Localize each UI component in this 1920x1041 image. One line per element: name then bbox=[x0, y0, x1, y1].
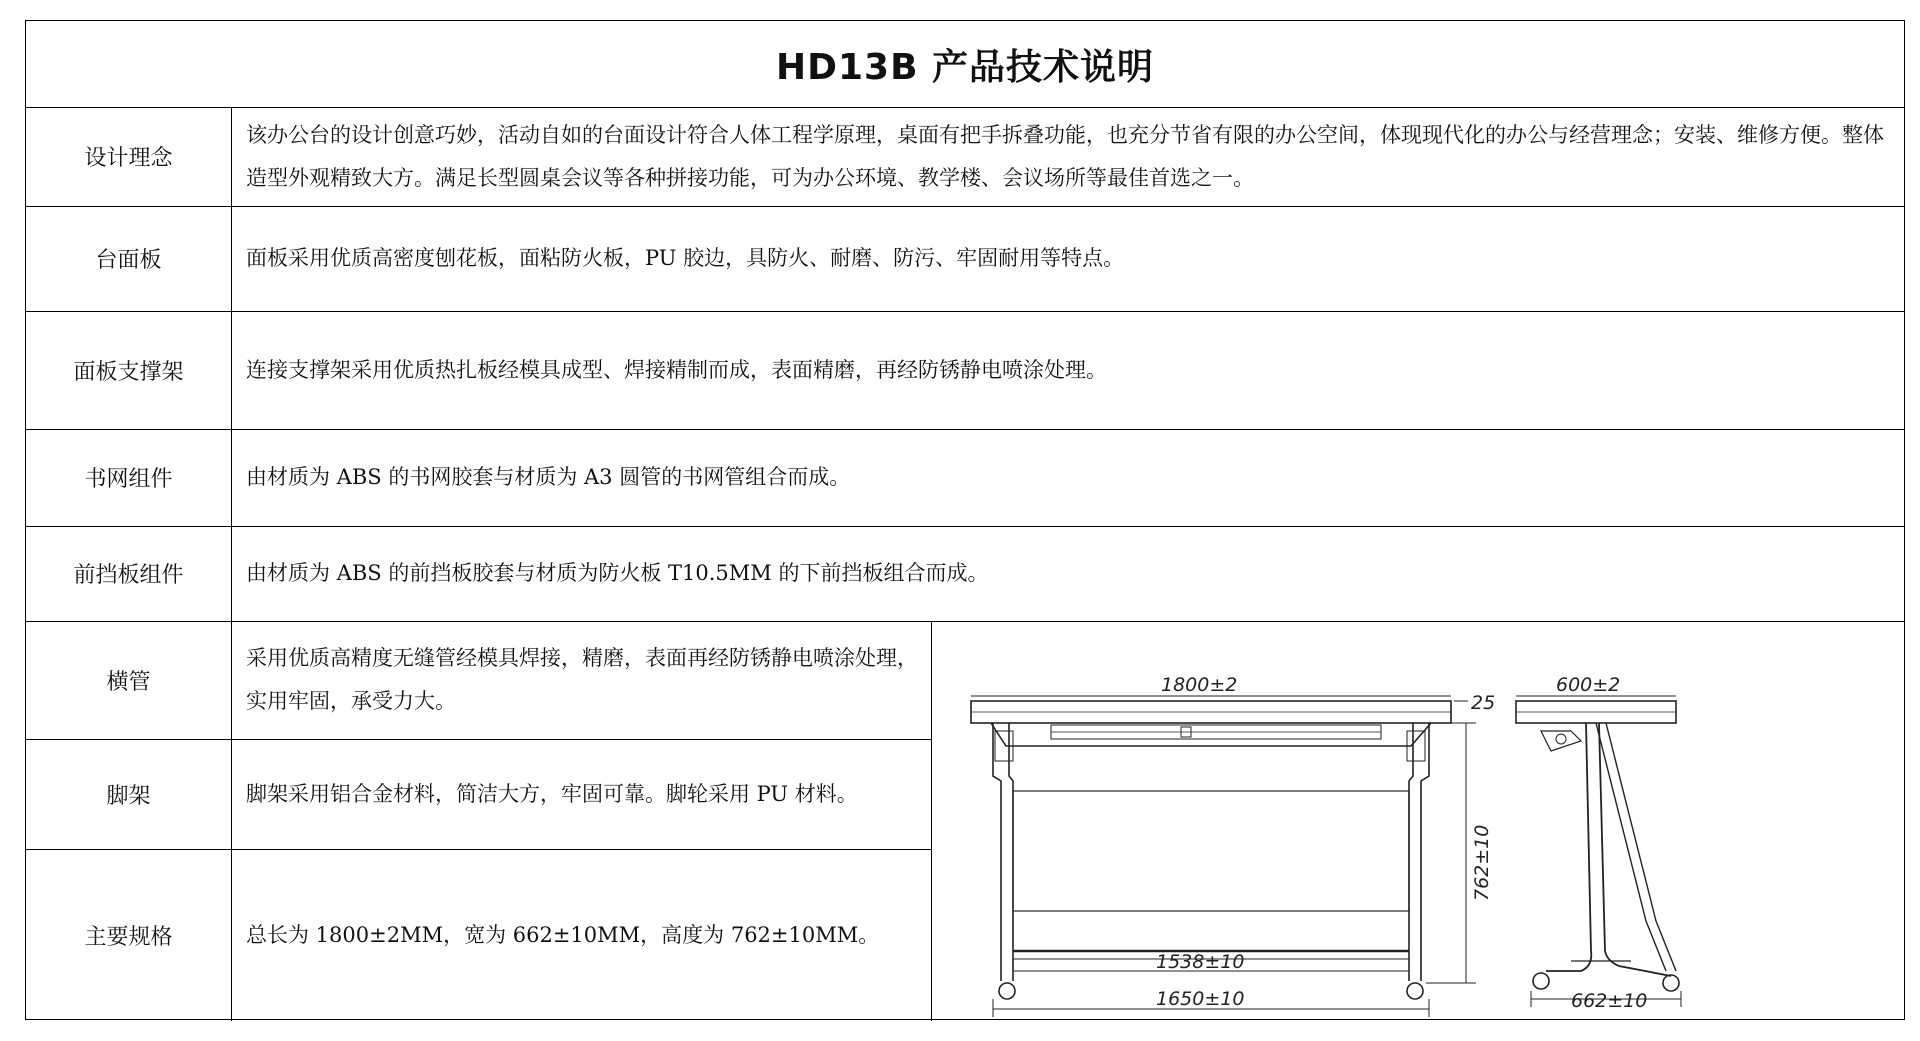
technical-drawing bbox=[931, 621, 1906, 1021]
row-text bbox=[246, 311, 1891, 429]
dim-base-width: 662±10 bbox=[1571, 990, 1648, 1012]
row-label: 前挡板组件 bbox=[73, 563, 184, 588]
row-text-content: 该办公台的设计创意巧妙，活动自如的台面设计符合人体工程学原理，桌面有把手拆叠功能，也充分节省有限的办公空间，体现现代化的办公与经营理念；安装、维修方便。整体造型外观精致大方。满足长型圆桌会议等各种拼接功能，可为办公环境、教学楼、会议场所等最佳首选之一。 bbox=[246, 122, 1884, 190]
row-label: 书网组件 bbox=[84, 467, 173, 492]
row-text bbox=[246, 739, 921, 849]
dim-thickness: 25 bbox=[1471, 692, 1496, 714]
dim-top-width: 600±2 bbox=[1556, 674, 1621, 696]
row-text-content: 由材质为 ABS 的前挡板胶套与材质为防火板 T10.5MM 的下前挡板组合而成。 bbox=[246, 561, 989, 585]
dim-height: 762±10 bbox=[1471, 824, 1493, 901]
row-label: 脚架 bbox=[106, 783, 151, 809]
row-text-content: 脚架采用铝合金材料，简洁大方，牢固可靠。脚轮采用 PU 材料。 bbox=[246, 781, 858, 806]
row-text-content: 连接支撑架采用优质热扎板经模具成型、焊接精制而成，表面精磨，再经防锈静电喷涂处理。 bbox=[246, 357, 1107, 382]
row-label: 主要规格 bbox=[84, 924, 173, 950]
table-dimension-drawing bbox=[931, 621, 1906, 1021]
row-label: 台面板 bbox=[95, 248, 162, 273]
spec-sheet bbox=[25, 20, 1905, 1020]
dim-outer-length: 1650±10 bbox=[1156, 988, 1245, 1010]
row-text bbox=[246, 107, 1891, 206]
row-text-content: 面板采用优质高密度刨花板，面粘防火板，PU 胶边，具防火、耐磨、防污、牢固耐用等特点。 bbox=[246, 246, 1125, 270]
row-label: 横管 bbox=[106, 669, 151, 695]
row-label: 面板支撑架 bbox=[73, 359, 184, 385]
row-text bbox=[246, 526, 1891, 621]
dim-top-length: 1800±2 bbox=[1161, 674, 1238, 696]
row-label: 设计理念 bbox=[84, 146, 173, 171]
dim-inner-length: 1538±10 bbox=[1156, 951, 1245, 973]
row-text bbox=[246, 429, 1891, 526]
front-modesty-panel bbox=[1013, 791, 1409, 911]
label-column-divider bbox=[231, 107, 232, 1021]
row-text bbox=[246, 621, 921, 739]
page-title: HD13B 产品技术说明 bbox=[26, 21, 1904, 108]
row-text bbox=[246, 849, 921, 1021]
row-text-content: 采用优质高精度无缝管经模具焊接，精磨，表面再经防锈静电喷涂处理，实用牢固，承受力大。 bbox=[246, 646, 918, 713]
row-text-content: 由材质为 ABS 的书网胶套与材质为 A3 圆管的书网管组合而成。 bbox=[246, 465, 851, 489]
row-text-content: 总长为 1800±2MM，宽为 662±10MM，高度为 762±10MM。 bbox=[246, 922, 880, 947]
row-text bbox=[246, 206, 1891, 311]
